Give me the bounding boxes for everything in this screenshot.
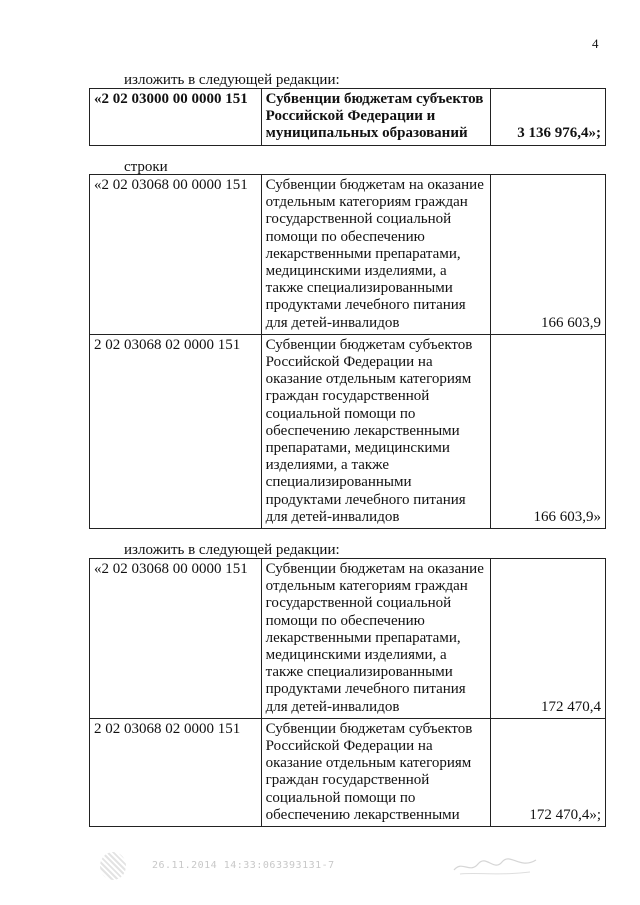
amount-cell: 166 603,9 <box>491 175 606 335</box>
code-cell: 2 02 03068 02 0000 151 <box>90 334 262 528</box>
amount-cell: 166 603,9» <box>491 334 606 528</box>
table-row <box>90 89 606 146</box>
code-cell: «2 02 03068 00 0000 151 <box>90 559 262 719</box>
footer-doc-id: 3393131-7 <box>276 860 335 871</box>
name-cell: Субвенции бюджетам субъектов Российской Федерации на оказание отдельным категориям граждан государственной социальной помощи по обеспечению лекарственными <box>261 718 491 826</box>
intro-text-2: строки <box>124 159 168 175</box>
amount-cell: 172 470,4»; <box>491 718 606 826</box>
name-cell: Субвенции бюджетам на оказание отдельным категориям граждан государственной социальной помощи по обеспечению лекарственными препаратами, медицинскими изделиями, а также специализированными продуктами лечебного питания для детей-инвалидов <box>261 175 491 335</box>
page-footer <box>100 852 540 882</box>
table-row <box>90 559 606 719</box>
amount-cell: 172 470,4 <box>491 559 606 719</box>
name-cell: Субвенции бюджетам на оказание отдельным категориям граждан государственной социальной помощи по обеспечению лекарственными препаратами, медицинскими изделиями, а также специализированными продуктами лечебного питания для детей-инвалидов <box>261 559 491 719</box>
table-row <box>90 175 606 335</box>
table-group-total <box>89 88 606 146</box>
intro-text-3: изложить в следующей редакции: <box>124 542 340 558</box>
code-cell: «2 02 03000 00 0000 151 <box>90 89 262 146</box>
table-new-rows <box>89 558 606 827</box>
intro-text-1: изложить в следующей редакции: <box>124 72 340 88</box>
table-old-rows <box>89 174 606 529</box>
handwritten-signature-icon <box>450 854 540 878</box>
footer-timestamp: 26.11.2014 14:33:06 <box>152 860 276 871</box>
name-cell: Субвенции бюджетам субъектов Российской Федерации и муниципальных образований <box>261 89 491 146</box>
amount-cell: 3 136 976,4»; <box>491 89 606 146</box>
page-number: 4 <box>592 36 599 51</box>
name-cell: Субвенции бюджетам субъектов Российской Федерации на оказание отдельным категориям граждан государственной социальной помощи по обеспечению лекарственными препаратами, медицинскими изделиями, а также специализированными продуктами лечебного питания для детей-инвалидов <box>261 334 491 528</box>
code-cell: «2 02 03068 00 0000 151 <box>90 175 262 335</box>
table-row <box>90 334 606 528</box>
seal-stamp-icon <box>100 852 126 880</box>
table-row <box>90 718 606 826</box>
code-cell: 2 02 03068 02 0000 151 <box>90 718 262 826</box>
